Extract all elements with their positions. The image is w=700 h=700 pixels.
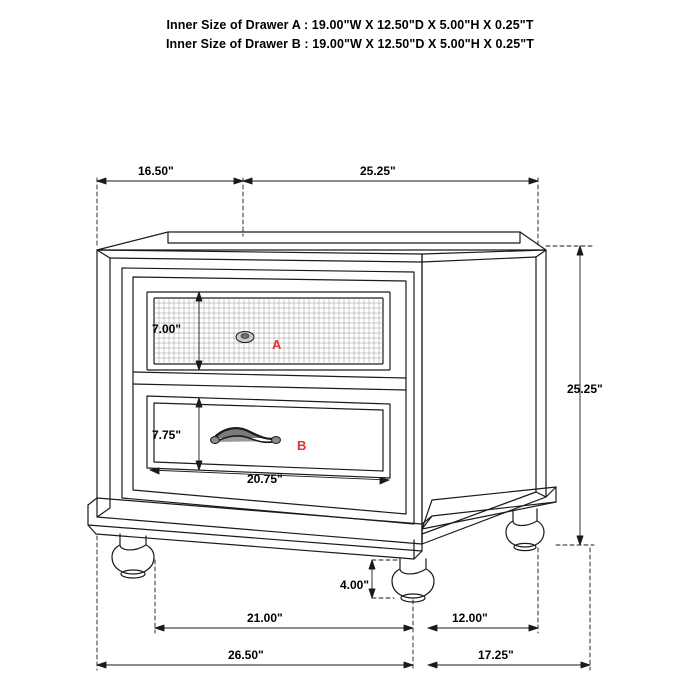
dim-drawer-a-height: 7.00" [152, 322, 182, 336]
cabinet-top [97, 232, 546, 250]
dim-base-side: 12.00" [452, 611, 488, 625]
drawer-a-front [147, 292, 390, 370]
dim-drawer-b-height: 7.75" [152, 428, 182, 442]
drawer-b-handle [211, 428, 281, 443]
header-line-2: Inner Size of Drawer B : 19.00"W X 12.50"D X 5.00"H X 0.25"T [165, 37, 535, 51]
header-line-1: Inner Size of Drawer A : 19.00"W X 12.50"D X 5.00"H X 0.25"T [166, 18, 534, 32]
drawer-a-label: A [272, 337, 282, 352]
dim-drawer-b-width: 20.75" [247, 472, 283, 486]
cabinet-side [422, 250, 546, 544]
dim-right-height: 25.25" [567, 382, 603, 396]
drawer-a-weave-texture [154, 298, 383, 364]
base-side [422, 487, 556, 529]
dim-top-left: 16.50" [138, 164, 174, 178]
drawer-b-label: B [297, 438, 307, 453]
dim-foot-height: 4.00" [340, 578, 370, 592]
drawer-b-front [147, 396, 390, 478]
foot-front-right [392, 558, 434, 602]
dim-base-front: 21.00" [247, 611, 283, 625]
dim-overall-width: 26.50" [228, 648, 264, 662]
dimension-lines [97, 178, 594, 670]
drawer-b-panel [154, 403, 383, 471]
dim-top-right: 25.25" [360, 164, 396, 178]
foot-front-left [112, 534, 154, 578]
dim-overall-depth: 17.25" [478, 648, 514, 662]
foot-rear-right [506, 509, 544, 551]
